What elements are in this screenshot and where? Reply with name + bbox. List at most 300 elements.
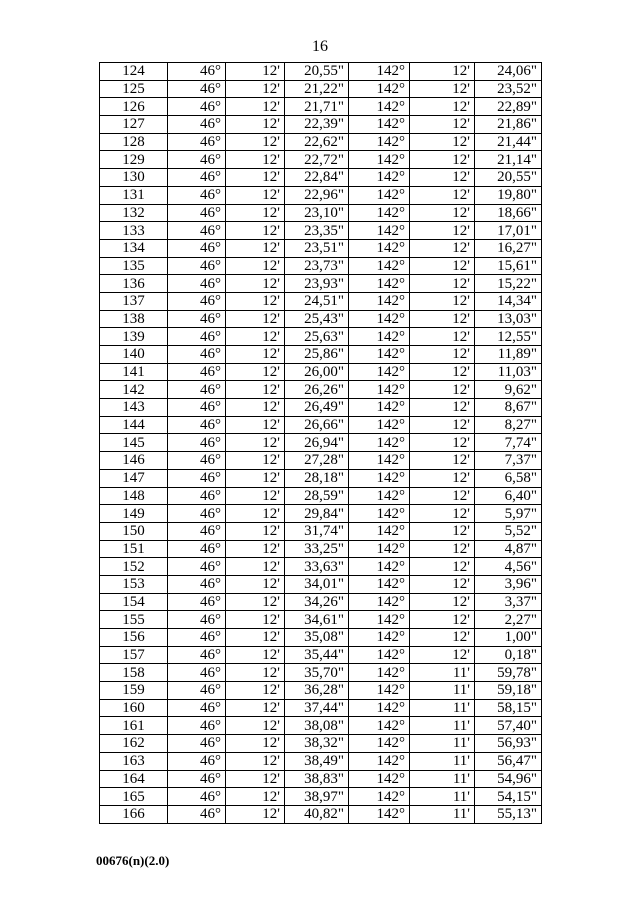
lon-minutes-cell: 12'	[410, 399, 475, 417]
lon-minutes-cell: 12'	[410, 328, 475, 346]
table-row	[100, 770, 542, 788]
lon-minutes-cell: 12'	[410, 522, 475, 540]
lat-degrees-cell: 46°	[168, 646, 226, 664]
lat-degrees-cell: 46°	[168, 522, 226, 540]
lon-degrees-cell: 142°	[349, 310, 410, 328]
lat-minutes-cell: 12'	[226, 805, 285, 823]
point-number-cell: 158	[100, 664, 168, 682]
lon-seconds-cell: 0,18"	[475, 646, 542, 664]
lon-degrees-cell: 142°	[349, 770, 410, 788]
table-row	[100, 629, 542, 647]
lon-seconds-cell: 21,14"	[475, 151, 542, 169]
lat-seconds-cell: 29,84"	[285, 505, 349, 523]
table-row	[100, 575, 542, 593]
table-row	[100, 558, 542, 576]
lon-degrees-cell: 142°	[349, 169, 410, 187]
lon-minutes-cell: 12'	[410, 363, 475, 381]
lon-seconds-cell: 57,40"	[475, 717, 542, 735]
table-row	[100, 363, 542, 381]
lon-degrees-cell: 142°	[349, 699, 410, 717]
lon-seconds-cell: 20,55"	[475, 169, 542, 187]
lon-degrees-cell: 142°	[349, 204, 410, 222]
lat-seconds-cell: 26,00"	[285, 363, 349, 381]
lon-minutes-cell: 12'	[410, 558, 475, 576]
lat-degrees-cell: 46°	[168, 434, 226, 452]
lat-seconds-cell: 22,84"	[285, 169, 349, 187]
table-row	[100, 699, 542, 717]
lon-minutes-cell: 12'	[410, 452, 475, 470]
point-number-cell: 141	[100, 363, 168, 381]
lat-degrees-cell: 46°	[168, 805, 226, 823]
lon-minutes-cell: 12'	[410, 222, 475, 240]
lat-minutes-cell: 12'	[226, 169, 285, 187]
lon-seconds-cell: 17,01"	[475, 222, 542, 240]
lat-seconds-cell: 25,86"	[285, 346, 349, 364]
lon-minutes-cell: 11'	[410, 788, 475, 806]
lat-seconds-cell: 25,63"	[285, 328, 349, 346]
lon-seconds-cell: 11,03"	[475, 363, 542, 381]
lat-degrees-cell: 46°	[168, 593, 226, 611]
lon-degrees-cell: 142°	[349, 381, 410, 399]
lon-minutes-cell: 12'	[410, 98, 475, 116]
coordinates-table	[99, 62, 542, 824]
table-row	[100, 116, 542, 134]
lon-degrees-cell: 142°	[349, 98, 410, 116]
lat-seconds-cell: 20,55"	[285, 63, 349, 81]
lon-minutes-cell: 11'	[410, 664, 475, 682]
lat-minutes-cell: 12'	[226, 363, 285, 381]
point-number-cell: 149	[100, 505, 168, 523]
lon-degrees-cell: 142°	[349, 222, 410, 240]
lat-seconds-cell: 37,44"	[285, 699, 349, 717]
lat-seconds-cell: 31,74"	[285, 522, 349, 540]
point-number-cell: 146	[100, 452, 168, 470]
lat-minutes-cell: 12'	[226, 469, 285, 487]
point-number-cell: 150	[100, 522, 168, 540]
lat-degrees-cell: 46°	[168, 346, 226, 364]
lat-minutes-cell: 12'	[226, 381, 285, 399]
table-row	[100, 717, 542, 735]
table-row	[100, 505, 542, 523]
point-number-cell: 139	[100, 328, 168, 346]
lon-seconds-cell: 3,37"	[475, 593, 542, 611]
lat-minutes-cell: 12'	[226, 664, 285, 682]
lon-minutes-cell: 12'	[410, 646, 475, 664]
lon-seconds-cell: 23,52"	[475, 80, 542, 98]
lon-degrees-cell: 142°	[349, 558, 410, 576]
lon-degrees-cell: 142°	[349, 522, 410, 540]
point-number-cell: 127	[100, 116, 168, 134]
table-row	[100, 611, 542, 629]
lat-seconds-cell: 22,72"	[285, 151, 349, 169]
table-row	[100, 310, 542, 328]
lat-degrees-cell: 46°	[168, 487, 226, 505]
lon-seconds-cell: 4,56"	[475, 558, 542, 576]
lon-degrees-cell: 142°	[349, 505, 410, 523]
point-number-cell: 152	[100, 558, 168, 576]
lat-minutes-cell: 12'	[226, 399, 285, 417]
lon-minutes-cell: 11'	[410, 682, 475, 700]
lon-minutes-cell: 12'	[410, 416, 475, 434]
lon-degrees-cell: 142°	[349, 664, 410, 682]
lon-minutes-cell: 12'	[410, 257, 475, 275]
point-number-cell: 144	[100, 416, 168, 434]
lat-degrees-cell: 46°	[168, 169, 226, 187]
lat-seconds-cell: 26,94"	[285, 434, 349, 452]
lat-degrees-cell: 46°	[168, 80, 226, 98]
lon-minutes-cell: 12'	[410, 186, 475, 204]
lat-seconds-cell: 27,28"	[285, 452, 349, 470]
lon-seconds-cell: 8,67"	[475, 399, 542, 417]
lat-seconds-cell: 23,93"	[285, 275, 349, 293]
lat-seconds-cell: 26,66"	[285, 416, 349, 434]
lon-minutes-cell: 11'	[410, 717, 475, 735]
lat-degrees-cell: 46°	[168, 735, 226, 753]
lat-minutes-cell: 12'	[226, 151, 285, 169]
point-number-cell: 159	[100, 682, 168, 700]
lat-degrees-cell: 46°	[168, 239, 226, 257]
table-row	[100, 682, 542, 700]
lat-seconds-cell: 23,51"	[285, 239, 349, 257]
lat-degrees-cell: 46°	[168, 186, 226, 204]
lon-minutes-cell: 11'	[410, 699, 475, 717]
lon-minutes-cell: 11'	[410, 805, 475, 823]
lon-minutes-cell: 12'	[410, 116, 475, 134]
lon-degrees-cell: 142°	[349, 682, 410, 700]
lat-degrees-cell: 46°	[168, 540, 226, 558]
lat-seconds-cell: 36,28"	[285, 682, 349, 700]
lat-minutes-cell: 12'	[226, 434, 285, 452]
lon-seconds-cell: 7,37"	[475, 452, 542, 470]
lon-minutes-cell: 12'	[410, 575, 475, 593]
table-row	[100, 735, 542, 753]
lat-degrees-cell: 46°	[168, 363, 226, 381]
table-row	[100, 63, 542, 81]
lat-degrees-cell: 46°	[168, 151, 226, 169]
lon-seconds-cell: 18,66"	[475, 204, 542, 222]
lon-seconds-cell: 55,13"	[475, 805, 542, 823]
lon-minutes-cell: 12'	[410, 133, 475, 151]
lon-minutes-cell: 12'	[410, 629, 475, 647]
lat-minutes-cell: 12'	[226, 558, 285, 576]
lon-minutes-cell: 12'	[410, 310, 475, 328]
point-number-cell: 151	[100, 540, 168, 558]
lat-minutes-cell: 12'	[226, 222, 285, 240]
lat-seconds-cell: 21,71"	[285, 98, 349, 116]
point-number-cell: 131	[100, 186, 168, 204]
lon-minutes-cell: 12'	[410, 80, 475, 98]
lon-degrees-cell: 142°	[349, 788, 410, 806]
lat-minutes-cell: 12'	[226, 788, 285, 806]
lon-degrees-cell: 142°	[349, 346, 410, 364]
table-row	[100, 257, 542, 275]
lon-seconds-cell: 21,44"	[475, 133, 542, 151]
point-number-cell: 161	[100, 717, 168, 735]
page-number: 16	[312, 38, 328, 55]
lat-degrees-cell: 46°	[168, 505, 226, 523]
lat-minutes-cell: 12'	[226, 540, 285, 558]
lat-degrees-cell: 46°	[168, 133, 226, 151]
point-number-cell: 132	[100, 204, 168, 222]
lon-minutes-cell: 12'	[410, 151, 475, 169]
lat-degrees-cell: 46°	[168, 717, 226, 735]
lon-seconds-cell: 6,40"	[475, 487, 542, 505]
lon-seconds-cell: 15,61"	[475, 257, 542, 275]
point-number-cell: 155	[100, 611, 168, 629]
table-row	[100, 133, 542, 151]
lon-degrees-cell: 142°	[349, 399, 410, 417]
table-row	[100, 80, 542, 98]
lon-minutes-cell: 12'	[410, 469, 475, 487]
lat-minutes-cell: 12'	[226, 717, 285, 735]
lat-seconds-cell: 34,01"	[285, 575, 349, 593]
lat-degrees-cell: 46°	[168, 611, 226, 629]
lon-minutes-cell: 12'	[410, 275, 475, 293]
lon-minutes-cell: 11'	[410, 735, 475, 753]
lon-degrees-cell: 142°	[349, 752, 410, 770]
lat-seconds-cell: 38,83"	[285, 770, 349, 788]
lat-minutes-cell: 12'	[226, 575, 285, 593]
lat-degrees-cell: 46°	[168, 752, 226, 770]
lat-degrees-cell: 46°	[168, 629, 226, 647]
lat-minutes-cell: 12'	[226, 735, 285, 753]
lat-minutes-cell: 12'	[226, 699, 285, 717]
lon-seconds-cell: 5,97"	[475, 505, 542, 523]
point-number-cell: 134	[100, 239, 168, 257]
lat-degrees-cell: 46°	[168, 469, 226, 487]
lat-seconds-cell: 23,35"	[285, 222, 349, 240]
lon-degrees-cell: 142°	[349, 629, 410, 647]
lat-seconds-cell: 34,61"	[285, 611, 349, 629]
table-row	[100, 169, 542, 187]
lon-seconds-cell: 21,86"	[475, 116, 542, 134]
lon-seconds-cell: 1,00"	[475, 629, 542, 647]
point-number-cell: 160	[100, 699, 168, 717]
lat-seconds-cell: 33,25"	[285, 540, 349, 558]
lat-degrees-cell: 46°	[168, 222, 226, 240]
lon-seconds-cell: 56,47"	[475, 752, 542, 770]
lat-seconds-cell: 28,18"	[285, 469, 349, 487]
lat-minutes-cell: 12'	[226, 646, 285, 664]
lon-degrees-cell: 142°	[349, 805, 410, 823]
lat-minutes-cell: 12'	[226, 416, 285, 434]
lat-minutes-cell: 12'	[226, 487, 285, 505]
table-row	[100, 275, 542, 293]
lat-seconds-cell: 26,49"	[285, 399, 349, 417]
coordinates-table-body	[100, 63, 542, 824]
lat-minutes-cell: 12'	[226, 80, 285, 98]
table-row	[100, 646, 542, 664]
lat-degrees-cell: 46°	[168, 575, 226, 593]
lat-degrees-cell: 46°	[168, 664, 226, 682]
lon-minutes-cell: 12'	[410, 611, 475, 629]
lat-seconds-cell: 35,44"	[285, 646, 349, 664]
lon-minutes-cell: 12'	[410, 434, 475, 452]
lat-minutes-cell: 12'	[226, 629, 285, 647]
point-number-cell: 153	[100, 575, 168, 593]
lon-degrees-cell: 142°	[349, 416, 410, 434]
lat-degrees-cell: 46°	[168, 116, 226, 134]
lat-seconds-cell: 23,10"	[285, 204, 349, 222]
table-row	[100, 239, 542, 257]
lat-degrees-cell: 46°	[168, 770, 226, 788]
point-number-cell: 124	[100, 63, 168, 81]
point-number-cell: 154	[100, 593, 168, 611]
lat-minutes-cell: 12'	[226, 98, 285, 116]
lon-minutes-cell: 12'	[410, 292, 475, 310]
lon-degrees-cell: 142°	[349, 186, 410, 204]
lat-degrees-cell: 46°	[168, 328, 226, 346]
lat-degrees-cell: 46°	[168, 699, 226, 717]
point-number-cell: 143	[100, 399, 168, 417]
lat-minutes-cell: 12'	[226, 63, 285, 81]
lon-degrees-cell: 142°	[349, 275, 410, 293]
table-row	[100, 222, 542, 240]
table-row	[100, 805, 542, 823]
point-number-cell: 137	[100, 292, 168, 310]
lon-degrees-cell: 142°	[349, 133, 410, 151]
lon-seconds-cell: 8,27"	[475, 416, 542, 434]
lat-seconds-cell: 25,43"	[285, 310, 349, 328]
lat-seconds-cell: 21,22"	[285, 80, 349, 98]
point-number-cell: 162	[100, 735, 168, 753]
lat-minutes-cell: 12'	[226, 505, 285, 523]
lon-seconds-cell: 59,18"	[475, 682, 542, 700]
point-number-cell: 157	[100, 646, 168, 664]
lon-minutes-cell: 12'	[410, 381, 475, 399]
lon-seconds-cell: 19,80"	[475, 186, 542, 204]
lat-minutes-cell: 12'	[226, 328, 285, 346]
lon-seconds-cell: 14,34"	[475, 292, 542, 310]
lon-degrees-cell: 142°	[349, 116, 410, 134]
lon-seconds-cell: 12,55"	[475, 328, 542, 346]
lon-degrees-cell: 142°	[349, 469, 410, 487]
lon-degrees-cell: 142°	[349, 593, 410, 611]
lat-degrees-cell: 46°	[168, 204, 226, 222]
lat-seconds-cell: 24,51"	[285, 292, 349, 310]
lon-degrees-cell: 142°	[349, 487, 410, 505]
table-row	[100, 593, 542, 611]
lat-degrees-cell: 46°	[168, 452, 226, 470]
lat-minutes-cell: 12'	[226, 116, 285, 134]
table-row	[100, 328, 542, 346]
lon-minutes-cell: 12'	[410, 593, 475, 611]
point-number-cell: 125	[100, 80, 168, 98]
lon-degrees-cell: 142°	[349, 575, 410, 593]
lat-minutes-cell: 12'	[226, 752, 285, 770]
table-row	[100, 381, 542, 399]
lat-minutes-cell: 12'	[226, 611, 285, 629]
lon-minutes-cell: 12'	[410, 239, 475, 257]
table-row	[100, 522, 542, 540]
lon-seconds-cell: 16,27"	[475, 239, 542, 257]
point-number-cell: 164	[100, 770, 168, 788]
point-number-cell: 165	[100, 788, 168, 806]
lat-seconds-cell: 23,73"	[285, 257, 349, 275]
lon-minutes-cell: 12'	[410, 169, 475, 187]
table-row	[100, 469, 542, 487]
lat-minutes-cell: 12'	[226, 186, 285, 204]
point-number-cell: 129	[100, 151, 168, 169]
lat-minutes-cell: 12'	[226, 292, 285, 310]
lat-degrees-cell: 46°	[168, 63, 226, 81]
lat-degrees-cell: 46°	[168, 788, 226, 806]
table-row	[100, 788, 542, 806]
lat-seconds-cell: 40,82"	[285, 805, 349, 823]
table-row	[100, 292, 542, 310]
table-row	[100, 204, 542, 222]
table-row	[100, 452, 542, 470]
lat-degrees-cell: 46°	[168, 257, 226, 275]
lat-minutes-cell: 12'	[226, 275, 285, 293]
lat-seconds-cell: 33,63"	[285, 558, 349, 576]
lon-seconds-cell: 11,89"	[475, 346, 542, 364]
lon-minutes-cell: 12'	[410, 204, 475, 222]
lon-degrees-cell: 142°	[349, 239, 410, 257]
lat-seconds-cell: 35,08"	[285, 629, 349, 647]
lat-minutes-cell: 12'	[226, 682, 285, 700]
lat-seconds-cell: 38,97"	[285, 788, 349, 806]
lat-degrees-cell: 46°	[168, 292, 226, 310]
table-row	[100, 487, 542, 505]
point-number-cell: 142	[100, 381, 168, 399]
table-row	[100, 186, 542, 204]
table-row	[100, 434, 542, 452]
lat-seconds-cell: 34,26"	[285, 593, 349, 611]
lon-minutes-cell: 11'	[410, 752, 475, 770]
point-number-cell: 138	[100, 310, 168, 328]
lon-seconds-cell: 13,03"	[475, 310, 542, 328]
document-code: 00676(n)(2.0)	[96, 853, 170, 868]
lat-seconds-cell: 38,32"	[285, 735, 349, 753]
lon-seconds-cell: 6,58"	[475, 469, 542, 487]
point-number-cell: 147	[100, 469, 168, 487]
lat-minutes-cell: 12'	[226, 770, 285, 788]
lon-degrees-cell: 142°	[349, 63, 410, 81]
lat-minutes-cell: 12'	[226, 346, 285, 364]
lat-seconds-cell: 22,62"	[285, 133, 349, 151]
lat-minutes-cell: 12'	[226, 452, 285, 470]
lon-degrees-cell: 142°	[349, 151, 410, 169]
lon-minutes-cell: 12'	[410, 487, 475, 505]
lon-minutes-cell: 12'	[410, 63, 475, 81]
lon-degrees-cell: 142°	[349, 735, 410, 753]
lon-degrees-cell: 142°	[349, 452, 410, 470]
point-number-cell: 156	[100, 629, 168, 647]
lat-degrees-cell: 46°	[168, 399, 226, 417]
table-row	[100, 540, 542, 558]
lon-seconds-cell: 5,52"	[475, 522, 542, 540]
lat-degrees-cell: 46°	[168, 682, 226, 700]
lat-seconds-cell: 26,26"	[285, 381, 349, 399]
lon-degrees-cell: 142°	[349, 292, 410, 310]
lat-minutes-cell: 12'	[226, 204, 285, 222]
lat-minutes-cell: 12'	[226, 239, 285, 257]
lon-minutes-cell: 12'	[410, 346, 475, 364]
lat-minutes-cell: 12'	[226, 257, 285, 275]
lon-degrees-cell: 142°	[349, 717, 410, 735]
lon-seconds-cell: 56,93"	[475, 735, 542, 753]
lat-seconds-cell: 35,70"	[285, 664, 349, 682]
point-number-cell: 136	[100, 275, 168, 293]
lon-seconds-cell: 9,62"	[475, 381, 542, 399]
table-row	[100, 416, 542, 434]
lat-seconds-cell: 38,49"	[285, 752, 349, 770]
lon-seconds-cell: 24,06"	[475, 63, 542, 81]
lon-degrees-cell: 142°	[349, 540, 410, 558]
lon-seconds-cell: 59,78"	[475, 664, 542, 682]
lat-minutes-cell: 12'	[226, 522, 285, 540]
